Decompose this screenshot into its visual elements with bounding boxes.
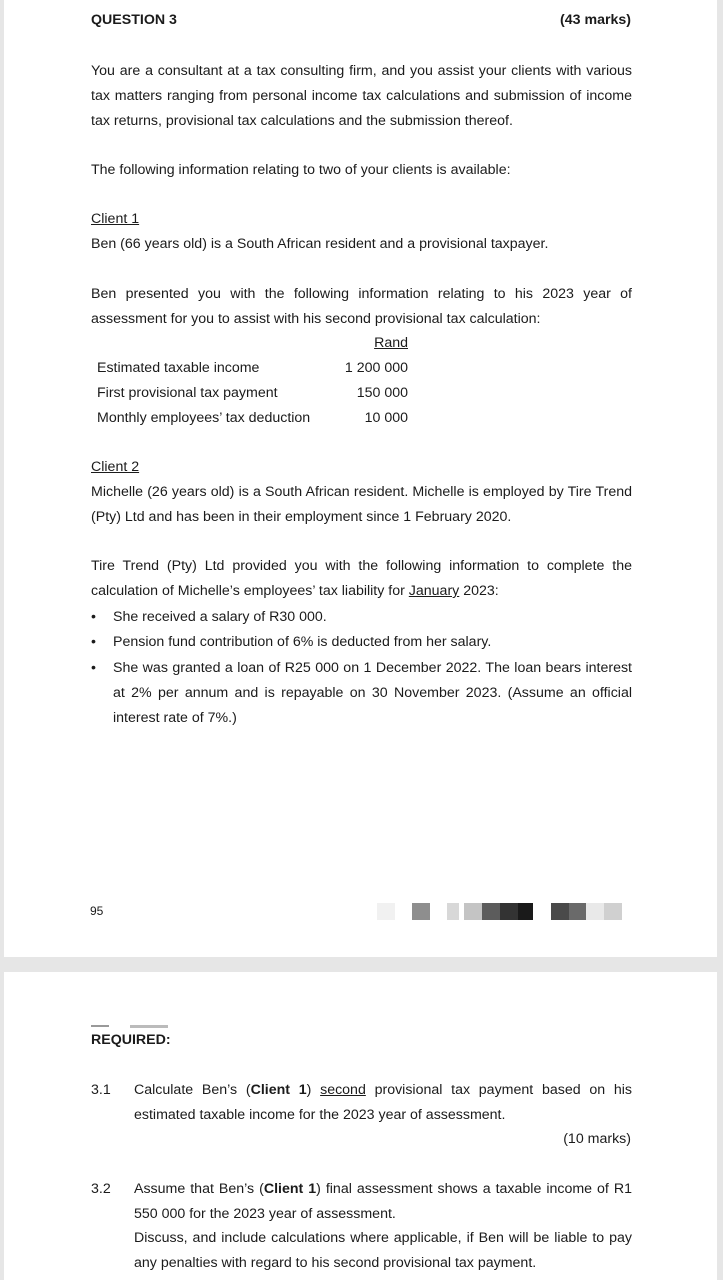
required-heading: REQUIRED: <box>91 1032 171 1048</box>
question-3-1-marks: (10 marks) <box>563 1131 631 1147</box>
redaction-block <box>604 903 622 920</box>
redaction-block <box>569 903 586 920</box>
list-item: Pension fund contribution of 6% is deducted from her salary. <box>113 634 492 650</box>
list-item: She received a salary of R30 000. <box>113 609 327 625</box>
client1-heading: Client 1 <box>91 211 140 227</box>
january-underlined: January <box>408 583 460 599</box>
redaction-block <box>551 903 569 920</box>
question-number: 3.1 <box>91 1082 111 1098</box>
redaction-block <box>377 903 395 920</box>
client2-provided: Tire Trend (Pty) Ltd provided you with the following information to complete the calculation of Michelle’s employees’ tax liability for January 2023: <box>91 558 632 599</box>
table-row-label: First provisional tax payment <box>97 385 278 401</box>
table-row-value: 150 000 <box>356 385 408 401</box>
list-item: She was granted a loan of R25 000 on 1 December 2022. The loan bears interest at 2% per annum and is repayable on 30 November 2023. (Assume an official interest rate of 7%.) <box>113 660 632 726</box>
redaction-block <box>412 903 430 920</box>
table-row-label: Monthly employees’ tax deduction <box>97 410 311 426</box>
redaction-block <box>586 903 604 920</box>
question-3-1: Calculate Ben’s (Client 1) second provisional tax payment based on his estimated taxable income for the 2023 year of assessment. <box>134 1082 632 1123</box>
table-row-value: 10 000 <box>364 410 408 426</box>
question-3-2-discuss: Discuss, and include calculations where applicable, if Ben will be liable to pay any penalties with regard to his second provisional tax payment. <box>134 1230 632 1271</box>
bullet-icon: • <box>91 609 96 625</box>
following-text: The following information relating to two of your clients is available: <box>91 162 511 178</box>
redaction-block <box>518 903 533 920</box>
redaction-block <box>464 903 482 920</box>
question-3-2: Assume that Ben’s (Client 1) final assessment shows a taxable income of R1 550 000 for the 2023 year of assessment. <box>134 1181 632 1222</box>
client1-description: Ben (66 years old) is a South African resident and a provisional taxpayer. <box>91 236 549 252</box>
client1-presented: Ben presented you with the following information relating to his 2023 year of assessment for you to assist with his second provisional tax calculation: <box>91 286 632 327</box>
redaction-block <box>447 903 459 920</box>
redaction-block <box>500 903 518 920</box>
question-marks: (43 marks) <box>560 12 631 28</box>
table-row-label: Estimated taxable income <box>97 360 260 376</box>
question-number: 3.2 <box>91 1181 111 1197</box>
bullet-icon: • <box>91 660 96 676</box>
page-number: 95 <box>90 904 104 918</box>
question-title: QUESTION 3 <box>91 12 177 28</box>
intro-paragraph: You are a consultant at a tax consulting firm, and you assist your clients with various tax matters ranging from personal income tax calculations and submission of income tax returns, provisional tax calculations and the submission thereof. <box>91 63 632 129</box>
redaction-block <box>91 1025 109 1027</box>
table-row-value: 1 200 000 <box>344 360 408 376</box>
bullet-icon: • <box>91 634 96 650</box>
client2-heading: Client 2 <box>91 459 140 475</box>
client2-description: Michelle (26 years old) is a South African resident. Michelle is employed by Tire Trend (Pty) Ltd and has been in their employment since 1 February 2020. <box>91 484 632 525</box>
rand-column-header: Rand <box>374 335 408 351</box>
redaction-block <box>482 903 500 920</box>
